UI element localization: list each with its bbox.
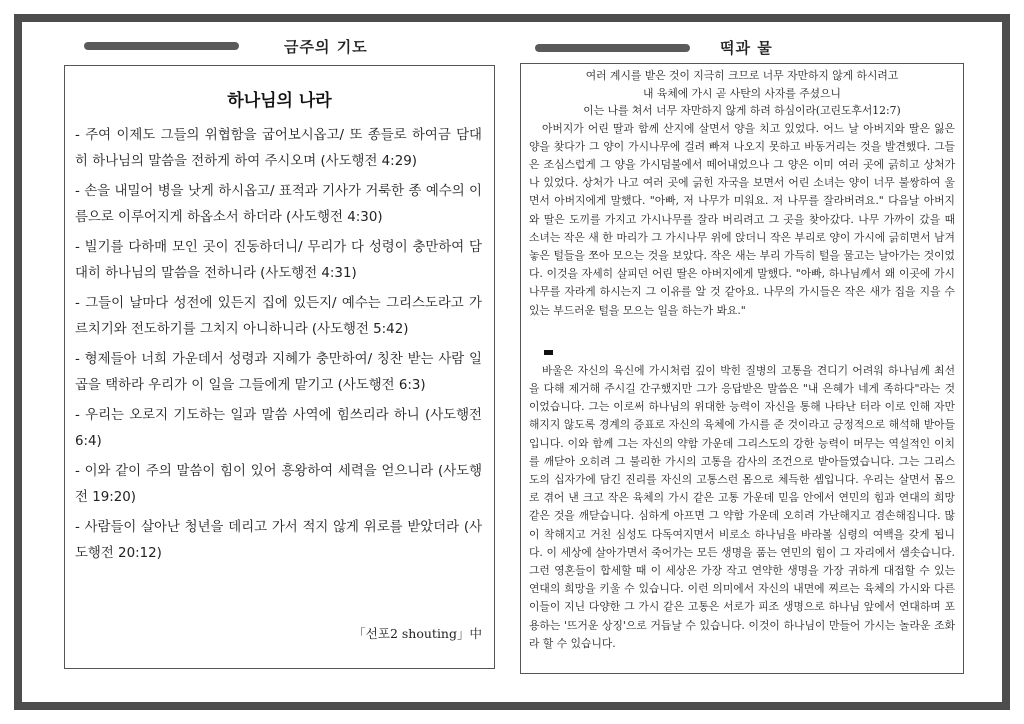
left-header-bar	[84, 42, 239, 50]
left-header-title: 금주의 기도	[284, 38, 368, 56]
prayer-item: - 주여 이제도 그들의 위협함을 굽어보시옵고/ 또 종들로 하여금 담대히 하나님의 말씀을 전하게 하여 주시오며 (사도행전 4:29)	[75, 128, 482, 169]
prayer-item: - 우리는 오로지 기도하는 일과 말씀 사역에 힘쓰리라 하니 (사도행전 6:4)	[75, 408, 482, 449]
reflection-paragraph: 바울은 자신의 육신에 가시처럼 깊이 박힌 질병의 고통을 견디기 어려워 하나님께 최선을 다해 제거해 주시길 간구했지만 그가 응답받은 말씀은 "내 은혜가 네게 족하다"라는 것이었습니다. 그는 이로써 하나님의 위대한 능력이 자신을 통해 나타난 터라 이로 인해 자만해지지 않도록 경계의 증표로 자신의 육체에 가시를 준 것이라고 긍정적으로 해석해 받아들입니다. 이와 함께 그는 자신의 약함 가운데 그리스도의 강한 능력이 머무는 역설적인 이치를 깨닫아 오히려 그 불리한 가시의 고통을 감사의 조건으로 받아들였습니다. 그는 그리스도의 십자가에 담긴 진리를 자신의 고통스런 몸으로 체득한 셈입니다. 우리는 살면서 몸으로 겪어 낸 크고 작은 육체의 가시 같은 고통 가운데 믿음 안에서 연민의 힘과 연대의 희망 같은 것을 깨닫습니다. 심하게 아프면 그 약함 가운데 오히려 가난해지고 겸손해집니다. 많이 착해지고 거친 심성도 다독여지면서 비로소 하나님을 바라볼 심령의 여백을 갖게 됩니다. 이 세상에 살아가면서 죽어가는 모든 생명을 품는 연민의 힘이 그 자리에서 샘솟습니다. 그런 영혼들이 합세할 때 이 세상은 가장 작고 연약한 생명을 가장 귀하게 대접할 수 있는 연대의 희망을 키울 수 있습니다. 이런 의미에서 자신의 내면에 찌르는 육체의 가시와 다른 이들이 지닌 다양한 그 가시 같은 고통은 서로가 피조 생명으로 하나님 앞에서 연대하며 포용하는 '뜨거운 상징'으로 거듭날 수 있습니다. 이것이 하나님이 만들어 가시는 놀라운 조화라 할 수 있습니다.	[529, 363, 955, 650]
story-paragraph: 아버지가 어린 딸과 함께 산지에 살면서 양을 치고 있었다. 어느 날 아버지와 딸은 잃은 양을 찾다가 그 양이 가시나무에 걸려 빠져 나오지 못하고 바동거리는 것을 발견했다. 그들은 조심스럽게 그 양을 가시덤불에서 떼어내었으나 그 양은 이미 여러 곳에 긁히고 상처가 나 있었다. 상처가 나고 여러 곳에 긁힌 자국을 보면서 어린 소녀는 양이 너무 불쌍하여 울면서 아버지에게 말했다. "아빠, 저 나무가 미워요. 저 나무를 잘라버려요." 다음날 아버지와 딸은 도끼를 가지고 가시나무를 잘라 버리려고 그 곳을 찾아갔다. 나무 가까이 갔을 때 소녀는 작은 새 한 마리가 그 가시나무 위에 앉더니 작은 부리로 양이 가시에 긁히면서 남겨놓은 털들을 쪼아 모으는 것을 보았다. 작은 새는 부리 가득히 털을 물고는 날아가는 것이었다. 이것을 자세히 살피던 어린 딸은 아버지에게 말했다. "아빠, 하나님께서 왜 이곳에 가시나무를 자라게 하시는지 그 이유를 알 것 같아요. 나무의 가시들은 작은 새가 집을 지을 수 있는 부드러운 털을 모으는 일을 하는가 봐요."	[529, 121, 955, 317]
prayer-item: - 이와 같이 주의 말씀이 힘이 있어 흥왕하여 세력을 얻으니라 (사도행전 19:20)	[75, 464, 482, 505]
prayer-item: - 손을 내밀어 병을 낫게 하시옵고/ 표적과 기사가 거룩한 종 예수의 이름으로 이루어지게 하옵소서 하더라 (사도행전 4:30)	[75, 184, 482, 225]
prayer-item: - 빌기를 다하매 모인 곳이 진동하더니/ 무리가 다 성령이 충만하여 담대히 하나님의 말씀을 전하니라 (사도행전 4:31)	[75, 240, 482, 281]
scripture-line: 이는 나를 쳐서 너무 자만하지 않게 하려 하심이라(고린도후서12:7)	[583, 104, 901, 117]
scripture-line: 여러 계시를 받은 것이 지극히 크므로 너무 자만하지 않게 하시려고	[585, 69, 899, 82]
prayer-box	[64, 65, 495, 669]
devotional-box	[520, 63, 964, 674]
right-header-bar	[535, 44, 690, 52]
section-marker	[544, 350, 553, 355]
right-header-title: 떡과 물	[720, 39, 773, 57]
prayer-item: - 형제들아 너희 가운데서 성령과 지혜가 충만하여/ 칭찬 받는 사람 일곱을 택하라 우리가 이 일을 그들에게 맡기고 (사도행전 6:3)	[75, 352, 482, 393]
prayer-item: - 그들이 날마다 성전에 있든지 집에 있든지/ 예수는 그리스도라고 가르치기와 전도하기를 그치지 아니하니라 (사도행전 5:42)	[75, 296, 482, 337]
prayer-item: - 사람들이 살아난 청년을 데리고 가서 적지 않게 위로를 받았더라 (사도행전 20:12)	[75, 520, 482, 561]
prayer-source: 「선포2 shouting」中	[353, 626, 482, 641]
scripture-line: 내 육체에 가시 곧 사탄의 사자를 주셨으니	[643, 86, 841, 100]
prayer-title: 하나님의 나라	[227, 91, 332, 111]
